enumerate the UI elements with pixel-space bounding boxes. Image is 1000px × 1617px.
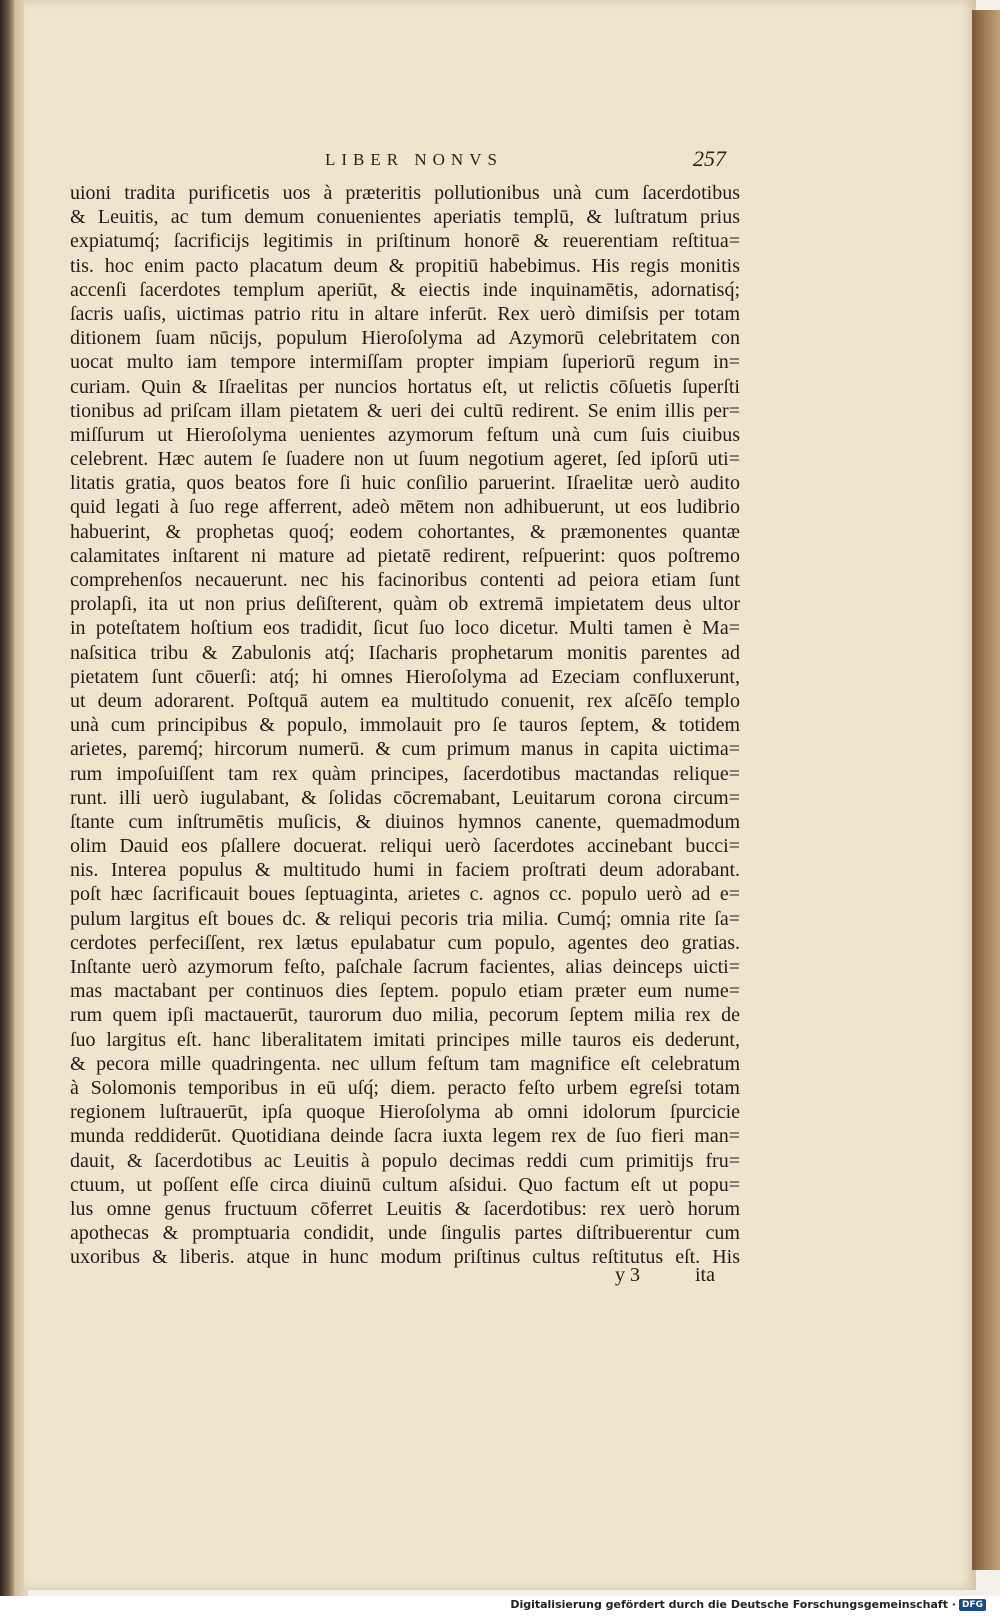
text-line: uioni tradita purificetis uos à præteritis pollutionibus unà cum ſacerdotibus xyxy=(70,182,740,204)
text-line: regionem luſtrauerūt, ipſa quoque Hieroſolyma ab omni idolorum ſpurcicie xyxy=(70,1101,740,1124)
text-line: curiam. Quin & Iſraelitas per nuncios hortatus eſt, ut relictis cōſuetis ſuperſti xyxy=(70,375,740,398)
text-line: à Solomonis temporibus in eū uſq́; diem. peracto feſto urbem egreſsi totam xyxy=(70,1076,740,1099)
text-line: rum quem ipſi mactauerūt, taurorum duo milia, pecorum ſeptem milia rex de xyxy=(70,1004,740,1027)
digitization-credit xyxy=(510,1598,986,1611)
text-line: rum impoſuiſſent tam rex quàm principes, ſacerdotibus mactandas relique= xyxy=(70,762,740,785)
text-line: calamitates inſtarent ni mature ad pietatē redirent, reſpuerint: quos poſtremo xyxy=(70,544,740,567)
text-line: lus omne genus fructuum cōferret Leuitis & ſacerdotibus: rex uerò horum xyxy=(70,1197,740,1220)
text-line: comprehenſos necauerunt. nec his facinoribus contenti ad peiora etiam ſunt xyxy=(70,569,740,591)
text-line: arietes, paremq́; hircorum numerū. & cum primum manus in capita uictima= xyxy=(70,738,740,761)
text-line: tionibus ad priſcam illam pietatem & ueri dei cultū redirent. Se enim illis per= xyxy=(70,399,740,422)
text-line: nis. Interea populus & multitudo humi in faciem proſtrati deum adorabant. xyxy=(70,859,740,882)
text-line: & Leuitis, ac tum demum conuenientes aperiatis templū, & luſtratum prius xyxy=(70,206,740,229)
text-line: celebrent. Hæc autem ſe ſuadere non ut ſuum negotium ageret, ſed ipſorū uti= xyxy=(70,448,740,471)
text-line: ctuum, ut poſſent eſſe circa diuinū cultum aſsidui. Quo factum eſt ut popu= xyxy=(70,1173,740,1196)
signature-mark: y 3 xyxy=(615,1264,640,1286)
text-line: prolapſi, ita ut non prius deſiſterent, quàm ob extremā impietatem deus ultor xyxy=(70,593,740,616)
text-line: ditionem ſuam nūcijs, populum Hieroſolyma ad Azymorū celebritatem con xyxy=(70,327,740,350)
page-number: 257 xyxy=(693,146,726,171)
text-line: cerdotes perfeciſſent, rex lætus epulabatur cum populo, agentes deo gratias. xyxy=(70,931,740,954)
text-line: pulum largitus eſt boues dc. & reliqui pecoris tria milia. Cumq́; omnia rite ſa= xyxy=(70,907,740,930)
text-line: miſſurum ut Hieroſolyma uenientes azymorum feſtum unà cum ſuis ciuibus xyxy=(70,423,740,446)
text-line: pietatem ſunt cōuerſi: atq́; hi omnes Hieroſolyma ad Ezeciam confluxerunt, xyxy=(70,665,740,688)
text-line: ſtante cum inſtrumētis muſicis, & diuinos hymnos canente, quemadmodum xyxy=(70,810,740,833)
text-line: tis. hoc enim pacto placatum deum & propitiū habebimus. His regis monitis xyxy=(70,254,740,277)
text-line: Inſtante uerò azymorum feſto, paſchale ſacrum facientes, alias deinceps uicti= xyxy=(70,956,740,978)
text-line: ſuo largitus eſt. hanc liberalitatem imitati principes mille tauros eis dederunt, xyxy=(70,1028,740,1051)
text-line: uocat multo iam tempore intermiſſam propter impiam ſuperiorū regum in= xyxy=(70,351,740,374)
text-line: apothecas & promptuaria condidit, unde ſingulis partes diſtribuerentur cum xyxy=(70,1222,740,1245)
running-head-title: LIBER NONVS xyxy=(325,150,503,169)
text-line: accenſi ſacerdotes templum aperiūt, & eiectis inde inquinamētis, adornatisq́; xyxy=(70,278,740,301)
catchword: ita xyxy=(695,1264,715,1286)
text-line: olim Dauid eos pſallere docuerat. reliqui uerò ſacerdotes accinebant bucci= xyxy=(70,835,740,858)
running-head xyxy=(0,146,1000,180)
text-line: naſsitica tribu & Zabulonis atq́; Iſacharis prophetarum monitis parentes ad xyxy=(70,641,740,664)
text-line: ſacris uaſis, uictimas patrio ritu in altare inferūt. Rex uerò dimiſsis per totam xyxy=(70,302,740,325)
text-line: dauit, & ſacerdotibus ac Leuitis à populo decimas reddi cum primitijs fru= xyxy=(70,1149,740,1172)
page-stack-edge xyxy=(972,10,1000,1570)
body-text xyxy=(70,181,740,1269)
text-line: ut deum adorarent. Poſtquā autem ea multitudo conuenit, rex aſcēſo templo xyxy=(70,689,740,712)
text-line: mas mactabant per continuos dies ſeptem. populo etiam præter eum nume= xyxy=(70,980,740,1003)
text-line: in poteſtatem hoſtium eos tradidit, ſicut ſuo loco dicetur. Multi tamen è Ma= xyxy=(70,617,740,640)
text-line: expiatumq́; ſacrificijs legitimis in priſtinum honorē & reuerentiam reſtitua= xyxy=(70,230,740,253)
text-line: runt. illi uerò iugulabant, & ſolidas cōcremabant, Leuitarum corona circum= xyxy=(70,786,740,809)
text-line: litatis gratia, quos beatos fore ſi huic conſilio paruerint. Iſraelitæ uerò audito xyxy=(70,472,740,495)
text-line: quid legati à ſuo rege afferrent, adeò mētem non adhibuerunt, ut eos ludibrio xyxy=(70,496,740,519)
text-line: poſt hæc ſacrificauit boues ſeptuaginta, arietes c. agnos cc. populo uerò ad e= xyxy=(70,883,740,906)
text-line: habuerint, & prophetas quoq́; eodem cohortantes, & præmonentes quantæ xyxy=(70,520,740,543)
book-spine-edge xyxy=(0,0,14,1600)
text-line: munda reddiderūt. Quotidiana deinde ſacra iuxta legem rex de ſuo fieri man= xyxy=(70,1125,740,1148)
credit-text: Digitalisierung gefördert durch die Deutsche Forschungsgemeinschaft · xyxy=(510,1598,956,1611)
text-line: uxoribus & liberis. atque in hunc modum priſtinus cultus reſtitutus eſt. His xyxy=(70,1246,740,1269)
text-line: unà cum principibus & populo, immolauit pro ſe tauros ſeptem, & totidem xyxy=(70,714,740,737)
text-line: & pecora mille quadringenta. nec ullum feſtum tam magnifice eſt celebratum xyxy=(70,1052,740,1075)
signature-line xyxy=(0,1264,1000,1292)
dfg-logo: DFG xyxy=(959,1599,986,1611)
